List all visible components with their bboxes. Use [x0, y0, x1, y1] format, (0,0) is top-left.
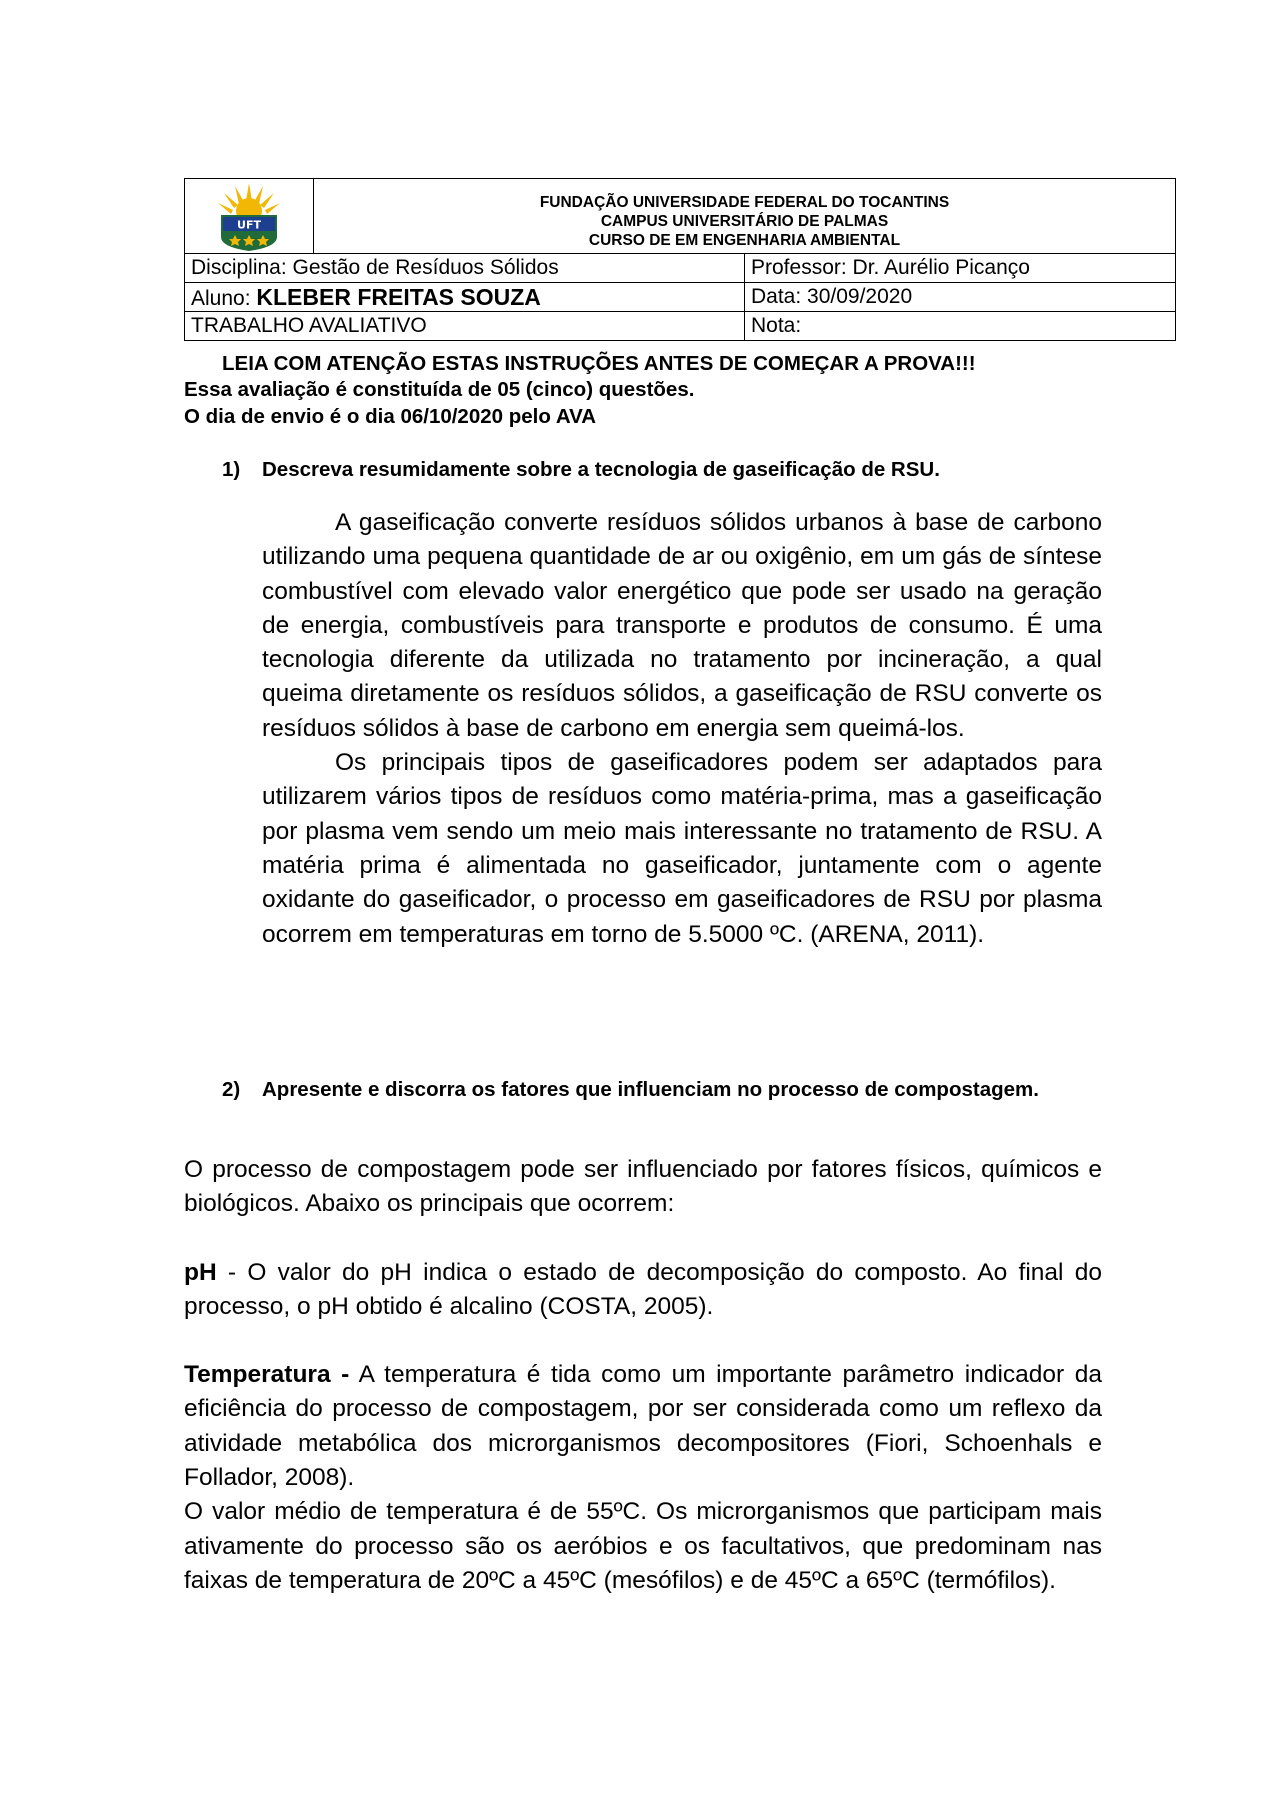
answer-intro: O processo de compostagem pode ser influenciado por fatores físicos, químicos e biológicos. Abaixo os principais que ocorrem: [184, 1156, 1102, 1218]
question-text: Apresente e discorra os fatores que influenciam no processo de compostagem. [262, 1078, 1039, 1101]
ph-label: pH [184, 1258, 217, 1286]
temperature-label: Temperatura - [184, 1361, 350, 1389]
ph-text: - O valor do pH indica o estado de decomposição do composto. Ao final do processo, o pH obtido é alcalino (COSTA, 2005). [184, 1258, 1102, 1320]
answer-2 [184, 1153, 1102, 1598]
question-number: 1) [222, 458, 241, 481]
question-text: Descreva resumidamente sobre a tecnologia de gaseificação de RSU. [262, 458, 940, 481]
logo-text: UFT [237, 218, 261, 232]
disciplina-cell: Disciplina: Gestão de Resíduos Sólidos [185, 254, 745, 283]
temperature-paragraph-2: O valor médio de temperatura é de 55ºC. Os microrganismos que participam mais ativamente do processo são os aeróbios e os facultativos, que predominam nas faixas de temperatura de 20ºC a 45ºC (mesófilos) e de 45ºC a 65ºC (termófilos). [184, 1498, 1102, 1594]
answer-1 [262, 506, 1102, 952]
aluno-cell [185, 283, 745, 312]
question-number: 2) [222, 1078, 241, 1101]
temperature-paragraph [184, 1358, 1102, 1495]
answer-paragraph: Os principais tipos de gaseificadores podem ser adaptados para utilizarem vários tipos de resíduos como matéria-prima, mas a gaseificação por plasma vem sendo um meio mais interessante no tratamento de RSU. A matéria prima é alimentada no gaseificador, juntamente com o agente oxidante do gaseificador, o processo em gaseificadores de RSU por plasma ocorrem em temperaturas em torno de 5.5000 ºC. (ARENA, 2011). [262, 749, 1102, 948]
nota-cell: Nota: [745, 312, 1176, 341]
institution-line: FUNDAÇÃO UNIVERSIDADE FEDERAL DO TOCANTINS [539, 193, 950, 211]
instruction-questions: Essa avaliação é constituída de 05 (cinco) questões. [184, 378, 695, 401]
aluno-name: KLEBER FREITAS SOUZA [256, 283, 541, 310]
university-logo-icon [211, 179, 287, 253]
institution-cell [314, 179, 1176, 254]
answer-paragraph: A gaseificação converte resíduos sólidos urbanos à base de carbono utilizando uma pequena quantidade de ar ou oxigênio, em um gás de síntese combustível com elevado valor energético que pode ser usado na geração de energia, combustíveis para transporte e produtos de consumo. É uma tecnologia diferente da utilizada no tratamento por incineração, a qual queima diretamente os resíduos sólidos, a gaseificação de RSU converte os resíduos sólidos à base de carbono em energia sem queimá-los. [262, 509, 1102, 742]
instruction-warning: LEIA COM ATENÇÃO ESTAS INSTRUÇÕES ANTES DE COMEÇAR A PROVA!!! [222, 352, 976, 375]
institution-line: CURSO DE EM ENGENHARIA AMBIENTAL [588, 231, 901, 249]
temperature-text: A temperatura é tida como um importante parâmetro indicador da eficiência do processo de compostagem, por ser considerada como um reflexo da atividade metabólica dos microrganismos decompositores (Fiori, Schoenhals e Follador, 2008). [184, 1361, 1103, 1492]
header-table [184, 178, 1176, 341]
question-2 [222, 1077, 1102, 1103]
instruction-deadline: O dia de envio é o dia 06/10/2020 pelo AVA [184, 405, 597, 428]
institution-line: CAMPUS UNIVERSITÁRIO DE PALMAS [600, 212, 889, 230]
data-cell: Data: 30/09/2020 [745, 283, 1176, 312]
logo-cell [185, 179, 314, 254]
ph-paragraph [184, 1256, 1102, 1325]
trabalho-cell: TRABALHO AVALIATIVO [185, 312, 745, 341]
aluno-label: Aluno: [191, 286, 251, 310]
question-1 [222, 457, 1102, 483]
professor-cell: Professor: Dr. Aurélio Picanço [745, 254, 1176, 283]
